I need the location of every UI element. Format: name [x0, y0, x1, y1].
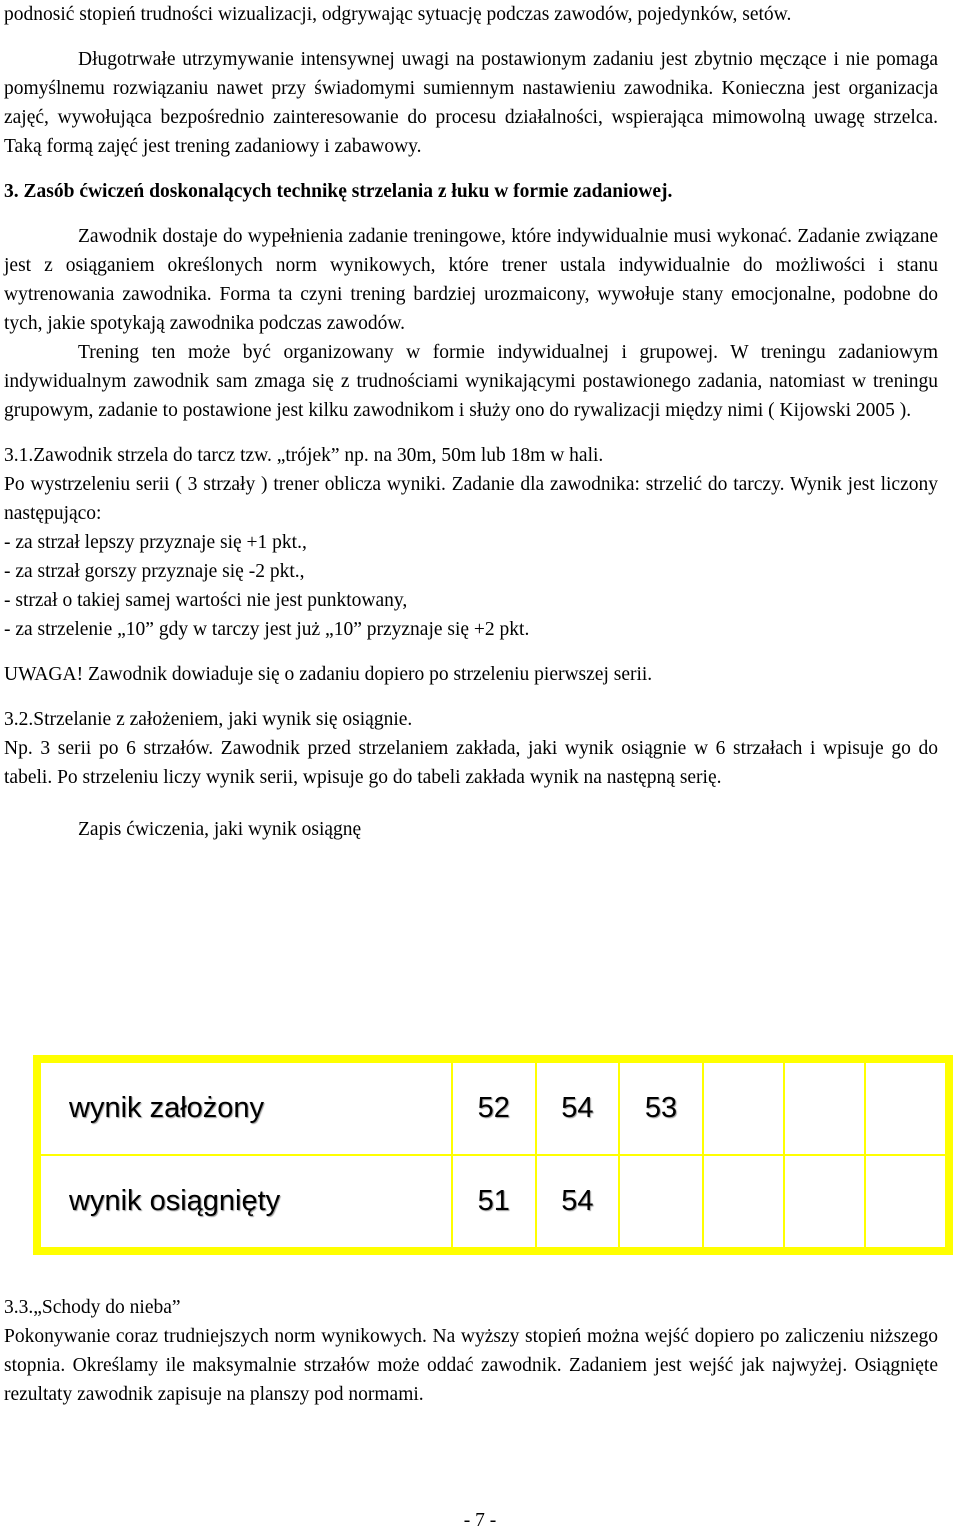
page-number: - 7 - [463, 1510, 497, 1531]
section-3-2-title: 3.2.Strzelanie z założeniem, jaki wynik się osiągnie. [4, 709, 413, 730]
row-label-planned: wynik założony [37, 1059, 452, 1155]
paragraph-continuation: podnosić stopień trudności wizualizacji, odgrywając sytuację podczas zawodów, pojedynków, setów. [4, 4, 792, 25]
table-cell [784, 1155, 865, 1251]
results-table [33, 1055, 953, 1255]
table-cell: 53 [619, 1059, 703, 1155]
table-caption: Zapis ćwiczenia, jaki wynik osiągnę [78, 819, 362, 840]
table-row-achieved [37, 1155, 949, 1251]
row-label-achieved: wynik osiągnięty [37, 1155, 452, 1251]
table-cell: 51 [452, 1155, 536, 1251]
table-cell [784, 1059, 865, 1155]
table-cell: 54 [536, 1059, 620, 1155]
section-3-3-text: Pokonywanie coraz trudniejszych norm wynikowych. Na wyższy stopień można wejść dopiero po zaliczeniu niższego stopnia. Określamy ile maksymalnie strzałów może oddać zawodnik. Zadaniem jest wejść jak najwyżej. Osiągnięte rezultaty zawodnik zapisuje na planszy pod normami. [4, 1326, 938, 1405]
table-cell [703, 1059, 784, 1155]
table-cell [865, 1059, 949, 1155]
rule-item: - za strzał lepszy przyznaje się +1 pkt., [4, 532, 307, 553]
table-row-planned [37, 1059, 949, 1155]
document-page [4, 0, 938, 844]
paragraph-attention: Długotrwałe utrzymywanie intensywnej uwagi na postawionym zadaniu jest zbytnio męczące i nie pomaga pomyślnemu rozwiązaniu nawet przy świadomymi sumiennym nastawieniu zawodnika. Konieczna jest organizacja zajęć, wywołująca bezpośrednio zainteresowanie do procesu działalności, wspierająca mimowolną uwagę strzelca. Taką formą zajęć jest trening zadaniowy i zabawowy. [4, 49, 938, 157]
section-3-3 [4, 1293, 938, 1409]
rule-item: - strzał o takiej samej wartości nie jest punktowany, [4, 590, 408, 611]
table-cell: 52 [452, 1059, 536, 1155]
section-3-1-text: Po wystrzeleniu serii ( 3 strzały ) trener oblicza wyniki. Zadanie dla zawodnika: strzelić do tarczy. Wynik jest liczony następująco: [4, 474, 938, 524]
table-cell [865, 1155, 949, 1251]
section-3-1-note: UWAGA! Zawodnik dowiaduje się o zadaniu dopiero po strzeleniu pierwszej serii. [4, 664, 653, 685]
rule-item: - za strzelenie „10” gdy w tarczy jest już „10” przyznaje się +2 pkt. [4, 619, 530, 640]
table-cell [703, 1155, 784, 1251]
rule-item: - za strzał gorszy przyznaje się -2 pkt., [4, 561, 305, 582]
section-3-1-title: 3.1.Zawodnik strzela do tarcz tzw. „trójek” np. na 30m, 50m lub 18m w hali. [4, 445, 604, 466]
table-cell [619, 1155, 703, 1251]
table-cell: 54 [536, 1155, 620, 1251]
section-3-3-title: 3.3.„Schody do nieba” [4, 1297, 181, 1318]
section-heading-3: 3. Zasób ćwiczeń doskonalących technikę strzelania z łuku w formie zadaniowej. [4, 181, 673, 202]
paragraph-task-training: Zawodnik dostaje do wypełnienia zadanie treningowe, które indywidualnie musi wykonać. Zadanie związane jest z osiąganiem określonych norm wynikowych, które trener ustala indywidualnie do możliwości i stanu wytrenowania zawodnika. Forma ta czyni trening bardziej urozmaicony, wywołuje stany emocjonalne, podobne do tych, jakie spotykają zawodnika podczas zawodów. [4, 226, 938, 334]
paragraph-group-training: Trening ten może być organizowany w formie indywidualnej i grupowej. W treningu zadaniowym indywidualnym zawodnik sam zmaga się z trudnościami wynikającymi postawionego zadania, natomiast w treningu grupowym, zadanie to postawione jest kilku zawodnikom i służy ono do rywalizacji między nimi ( Kijowski 2005 ). [4, 342, 938, 421]
section-3-2-text: Np. 3 serii po 6 strzałów. Zawodnik przed strzelaniem zakłada, jaki wynik osiągnie w 6 strzałach i wpisuje go do tabeli. Po strzeleniu liczy wynik serii, wpisuje go do tabeli zakłada wynik na następną serię. [4, 738, 938, 788]
